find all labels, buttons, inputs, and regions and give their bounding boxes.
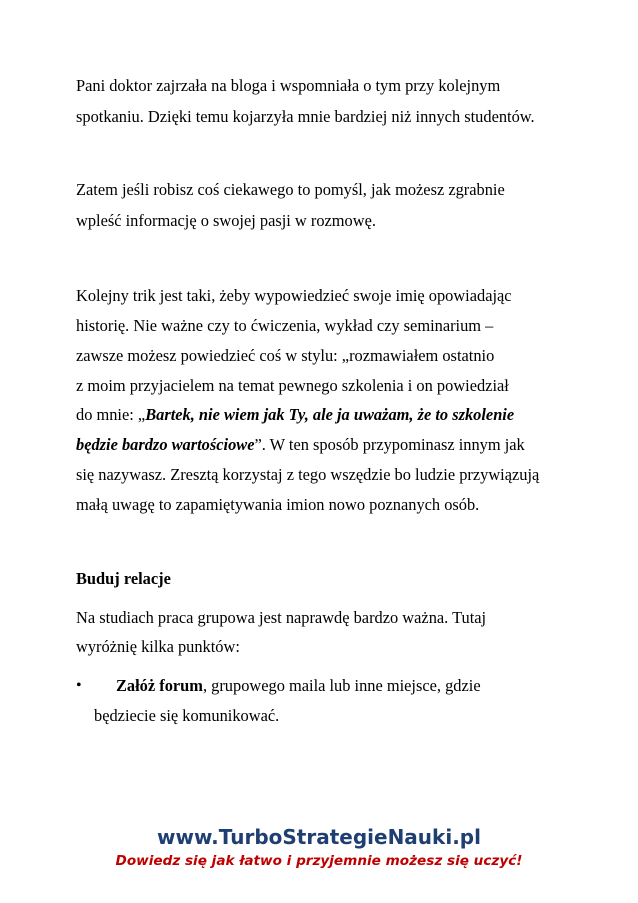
bullet-marker: • bbox=[76, 677, 82, 694]
footer-url[interactable]: www.TurboStrategieNauki.pl bbox=[157, 825, 481, 849]
section-heading: Buduj relacje bbox=[76, 569, 171, 588]
paragraph-3-line-8: małą uwagę to zapamiętywania imion nowo poznanych osób. bbox=[76, 495, 480, 514]
section-intro-line-1: Na studiach praca grupowa jest naprawdę bardzo ważna. Tutaj bbox=[76, 608, 487, 627]
section-intro-line-2: wyróżnię kilka punktów: bbox=[76, 637, 240, 656]
footer-tagline: Dowiedz się jak łatwo i przyjemnie możesz się uczyć! bbox=[115, 853, 523, 869]
bullet-item-1 bbox=[116, 676, 481, 696]
paragraph-2-line-1: Zatem jeśli robisz coś ciekawego to pomyśl, jak możesz zgrabnie bbox=[76, 180, 505, 199]
bullet-item-1-continuation: będziecie się komunikować. bbox=[94, 706, 280, 725]
paragraph-3-line-4: z moim przyjacielem na temat pewnego szkolenia i on powiedział bbox=[76, 376, 509, 395]
paragraph-3-line-2: historię. Nie ważne czy to ćwiczenia, wykład czy seminarium – bbox=[76, 316, 494, 335]
paragraph-1-line-1: Pani doktor zajrzała na bloga i wspomniała o tym przy kolejnym bbox=[76, 76, 501, 95]
paragraph-3-quote-line-2 bbox=[76, 435, 525, 455]
bullet-rest-text: , grupowego maila lub inne miejsce, gdzie bbox=[202, 676, 481, 695]
paragraph-3-line-1: Kolejny trik jest taki, żeby wypowiedzieć swoje imię opowiadając bbox=[76, 286, 512, 305]
quote-suffix: ”. W ten sposób przypominasz innym jak bbox=[254, 435, 525, 454]
paragraph-2-line-2: wpleść informację o swojej pasji w rozmowę. bbox=[76, 211, 376, 230]
quote-prefix: do mnie: „ bbox=[76, 405, 146, 424]
quote-emphasis: Bartek, nie wiem jak Ty, ale ja uważam, że to szkolenie bbox=[145, 405, 515, 424]
paragraph-3-quote-line bbox=[76, 405, 514, 425]
paragraph-3-line-3: zawsze możesz powiedzieć coś w stylu: „rozmawiałem ostatnio bbox=[76, 346, 495, 365]
paragraph-3-line-7: się nazywasz. Zresztą korzystaj z tego wszędzie bo ludzie przywiązują bbox=[76, 465, 540, 484]
paragraph-1-line-2: spotkaniu. Dzięki temu kojarzyła mnie bardziej niż innych studentów. bbox=[76, 107, 535, 126]
quote-emphasis-2: będzie bardzo wartościowe bbox=[76, 435, 255, 454]
bullet-bold-text: Załóż forum bbox=[116, 676, 203, 695]
